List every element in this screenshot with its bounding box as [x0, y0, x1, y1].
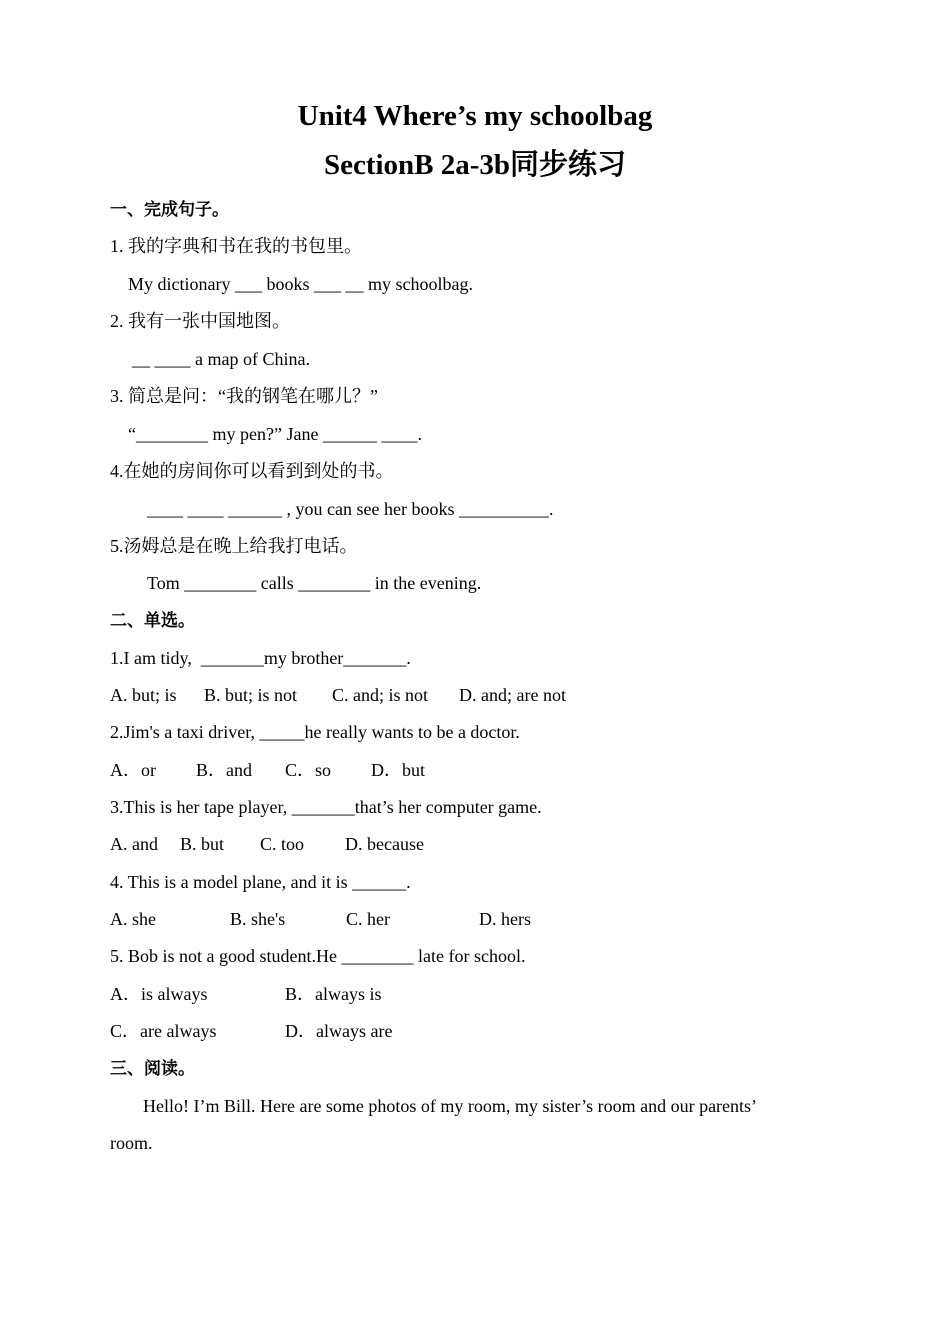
sentence-1-english: My dictionary ___ books ___ __ my schoolbag.	[128, 274, 473, 294]
question-5: 5. Bob is not a good student.He ________ late for school.	[110, 946, 526, 966]
sentence-5-chinese: 5.汤姆总是在晚上给我打电话。	[110, 536, 358, 556]
question-1: 1.I am tidy, _______my brother_______.	[110, 648, 411, 668]
sentence-4-chinese: 4.在她的房间你可以看到到处的书。	[110, 461, 394, 481]
question-5-option-b: B．always is	[285, 984, 382, 1004]
sentence-4-english: ____ ____ ______ , you can see her books __________.	[147, 499, 554, 519]
question-1-option-d: D. and; are not	[459, 685, 566, 705]
question-5-option-a: A．is always	[110, 984, 208, 1004]
question-5-option-d: D．always are	[285, 1021, 393, 1041]
sentence-2-english: __ ____ a map of China.	[132, 349, 310, 369]
question-1-option-c: C. and; is not	[332, 685, 429, 705]
reading-passage-line-2: room.	[110, 1133, 153, 1153]
section-3-heading: 三、阅读。	[110, 1059, 195, 1078]
question-3-option-b: B. but	[180, 834, 225, 854]
question-2-option-d: D．but	[371, 760, 425, 780]
question-1-option-a: A. but; is	[110, 685, 177, 705]
sentence-5-english: Tom ________ calls ________ in the evening.	[147, 573, 482, 593]
question-4-option-b: B. she's	[230, 909, 286, 929]
title-line-1: Unit4 Where’s my schoolbag	[297, 100, 653, 132]
question-2-option-a: A．or	[110, 760, 156, 780]
question-2: 2.Jim's a taxi driver, _____he really wants to be a doctor.	[110, 722, 520, 742]
sentence-3-chinese: 3. 简总是问：“我的钢笔在哪儿？”	[110, 386, 378, 406]
question-3-option-a: A. and	[110, 834, 158, 854]
question-3-option-d: D. because	[345, 834, 424, 854]
reading-passage-line-1: Hello! I’m Bill. Here are some photos of my room, my sister’s room and our parents’	[143, 1096, 758, 1116]
sentence-1-chinese: 1. 我的字典和书在我的书包里。	[110, 236, 362, 256]
question-2-option-b: B．and	[196, 760, 252, 780]
section-2-heading: 二、单选。	[110, 611, 195, 630]
question-5-option-c: C．are always	[110, 1021, 217, 1041]
question-3: 3.This is her tape player, _______that’s her computer game.	[110, 797, 542, 817]
question-4-option-d: D. hers	[479, 909, 531, 929]
question-4-option-c: C. her	[346, 909, 390, 929]
section-1-heading: 一、完成句子。	[110, 200, 229, 219]
sentence-3-english: “________ my pen?” Jane ______ ____.	[128, 424, 422, 444]
sentence-2-chinese: 2. 我有一张中国地图。	[110, 311, 290, 331]
question-4: 4. This is a model plane, and it is ______.	[110, 872, 411, 892]
question-3-option-c: C. too	[260, 834, 305, 854]
question-4-option-a: A. she	[110, 909, 156, 929]
question-1-option-b: B. but; is not	[204, 685, 298, 705]
title-line-2: SectionB 2a-3b同步练习	[323, 149, 627, 181]
question-2-option-c: C．so	[285, 760, 332, 780]
